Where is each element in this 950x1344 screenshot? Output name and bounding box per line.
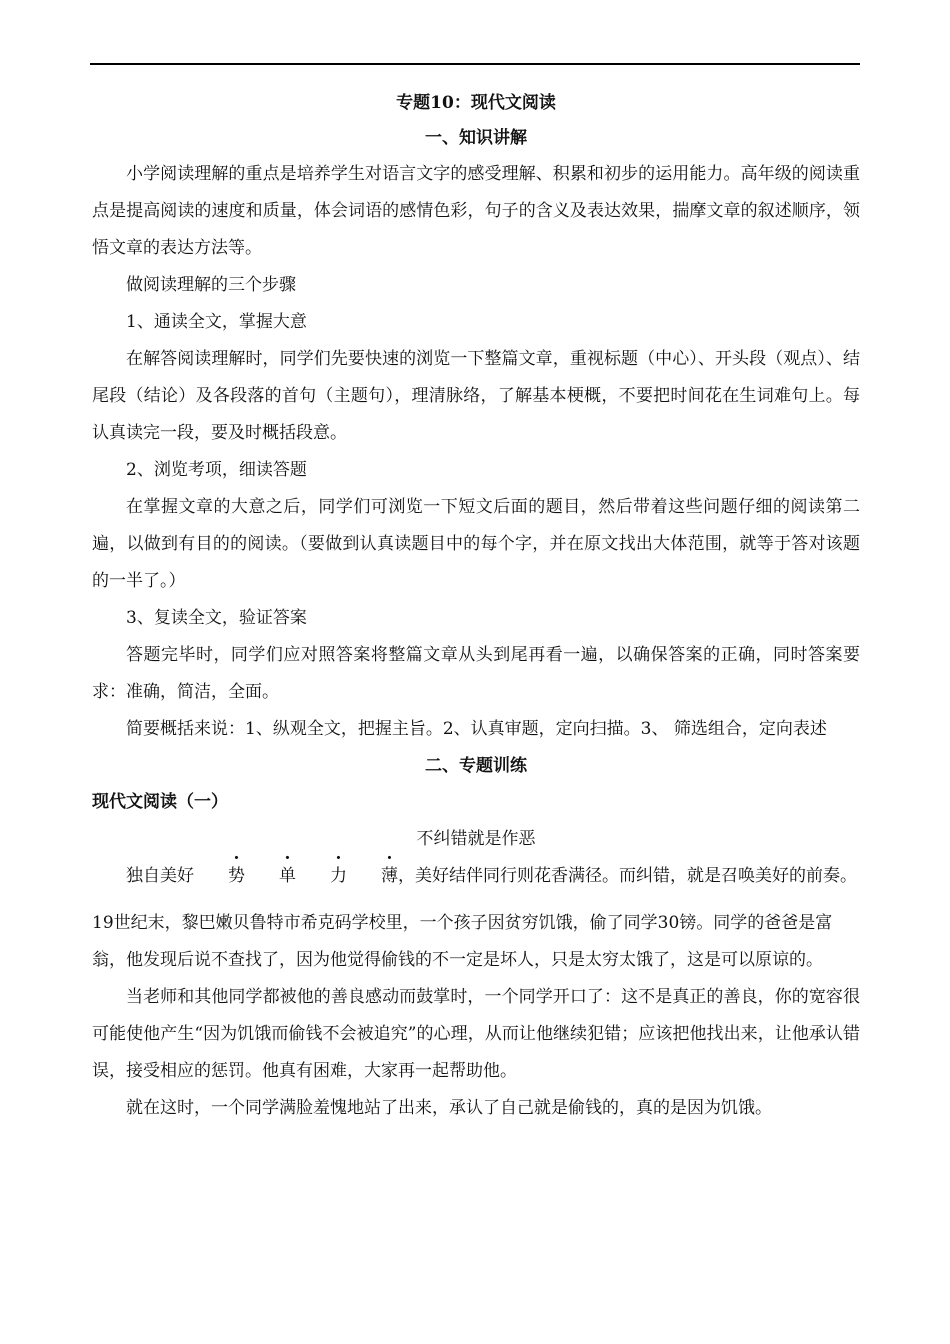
step-3-text: 答题完毕时，同学们应对照答案将整篇文章从头到尾再看一遍，以确保答案的正确，同时答案要求：准确，简洁，全面。 (92, 645, 860, 702)
passage-paragraph-2: 19世纪末，黎巴嫩贝鲁特市希克码学校里，一个孩子因贫穷饥饿，偷了同学30镑。同学的爸爸是富翁，他发现后说不查找了，因为他觉得偷钱的不一定是坏人，只是太穷太饿了，这是可以原谅的。 (92, 913, 833, 970)
dotted-char: 薄 (381, 866, 398, 886)
p1-trailing-text: ，美好结伴同行则花香满径。而纠错，就是召唤美好的前奏。 (398, 866, 857, 886)
passage-title: 不纠错就是作恶 (416, 829, 536, 849)
passage-paragraph-4: 就在这时，一个同学满脸羞愧地站了出来，承认了自己就是偷钱的，真的是因为饥饿。 (126, 1098, 772, 1118)
section-heading-knowledge: 一、知识讲解 (425, 128, 527, 148)
section-heading-training: 二、专题训练 (425, 756, 527, 776)
header-rule (90, 63, 860, 65)
document-body (92, 86, 860, 1127)
dotted-char: 势 (228, 866, 245, 886)
reading-1-label: 现代文阅读（一） (92, 792, 228, 812)
dotted-char: 力 (330, 866, 347, 886)
step-1-heading: 1、通读全文，掌握大意 (126, 312, 307, 332)
steps-title: 做阅读理解的三个步骤 (126, 275, 296, 295)
document-title: 专题10：现代文阅读 (396, 93, 556, 113)
summary-paragraph: 简要概括来说：1、纵观全文，把握主旨。2、认真审题，定向扫描。3、 筛选组合，定向表述 (126, 719, 827, 739)
paragraph-gap (92, 895, 860, 905)
step-2-text: 在掌握文章的大意之后，同学们可浏览一下短文后面的题目，然后带着这些问题仔细的阅读第二遍，以做到有目的的阅读。（要做到认真读题目中的每个字，并在原文找出大体范围，就等于答对该题的一半了。） (92, 497, 860, 591)
step-3-heading: 3、复读全文，验证答案 (126, 608, 307, 628)
step-1-text: 在解答阅读理解时，同学们先要快速的浏览一下整篇文章，重视标题（中心）、开头段（观点）、结尾段（结论）及各段落的首句（主题句），理清脉络，了解基本梗概，不要把时间花在生词难句上。每认真读完一段，要及时概括段意。 (92, 349, 860, 443)
intro-paragraph: 小学阅读理解的重点是培养学生对语言文字的感受理解、积累和初步的运用能力。高年级的阅读重点是提高阅读的速度和质量，体会词语的感情色彩，句子的含义及表达效果，揣摩文章的叙述顺序，领悟文章的表达方法等。 (92, 164, 860, 258)
dotted-char: 单 (279, 866, 296, 886)
p1-lead-text: 独自美好 (126, 866, 194, 886)
step-2-heading: 2、浏览考项，细读答题 (126, 460, 307, 480)
passage-paragraph-3: 当老师和其他同学都被他的善良感动而鼓掌时，一个同学开口了：这不是真正的善良，你的宽容很可能使他产生“因为饥饿而偷钱不会被追究”的心理，从而让他继续犯错；应该把他找出来，让他承认错误，接受相应的惩罚。他真有困难，大家再一起帮助他。 (92, 987, 860, 1081)
passage-paragraph-1 (92, 858, 860, 895)
